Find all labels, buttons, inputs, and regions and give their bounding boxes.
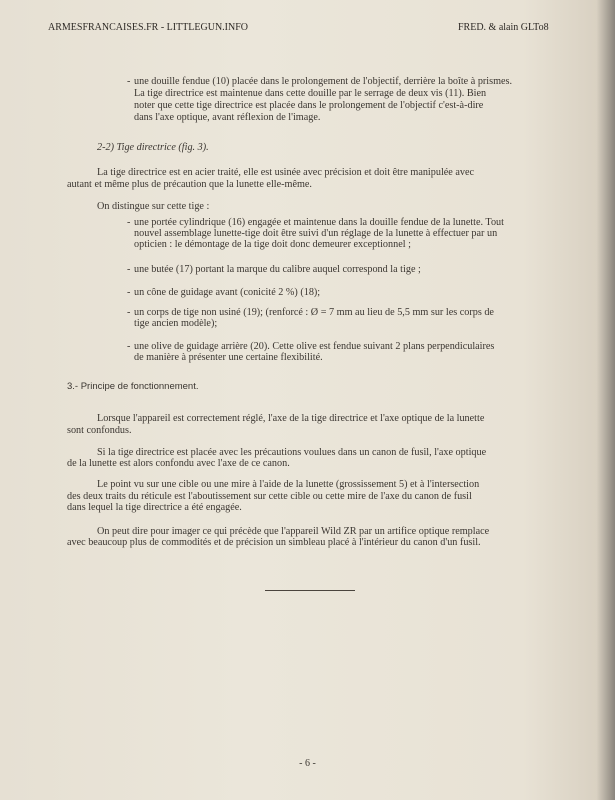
header-site: ARMESFRANCAISES.FR - LITTLEGUN.INFO [48, 22, 249, 33]
header-authors: FRED. & alain GLTo8 [458, 22, 549, 33]
text-line: une olive de guidage arrière (20). Cette olive est fendue suivant 2 plans perpendiculaires [134, 341, 495, 352]
text-line: Lorsque l'appareil est correctement réglé, l'axe de la tige directrice et l'axe optique de la lunette [97, 413, 485, 424]
text-line: autant et même plus de précaution que la lunette elle-même. [67, 179, 312, 190]
text-line: sont confondus. [67, 425, 132, 436]
text-line: des deux traits du réticule est l'aboutissement sur cette cible ou cette mire de l'axe du canon de fusil [67, 491, 472, 502]
text-line: opticien : le démontage de la tige doit donc demeurer exceptionnel ; [134, 239, 411, 250]
text-line: une douille fendue (10) placée dans le prolongement de l'objectif, derrière la boîte à prismes. [134, 76, 513, 87]
text-line: dans l'axe optique, avant réflexion de l'image. [134, 112, 321, 123]
bullet-dash: - [127, 287, 131, 298]
text-line: Le point vu sur une cible ou une mire à l'aide de la lunette (grossissement 5) et à l'intersection [97, 479, 480, 490]
text-line: un corps de tige non usiné (19); (renforcé : Ø = 7 mm au lieu de 5,5 mm sur les corps de [134, 307, 494, 318]
text-line: Si la tige directrice est placée avec les précautions voulues dans un canon de fusil, l'axe optique [97, 447, 487, 458]
text-line: de la lunette est alors confondu avec l'axe de ce canon. [67, 458, 290, 469]
text-line: La tige directrice est en acier traité, elle est usinée avec précision et doit être manipulée avec [97, 167, 475, 178]
text-line: On distingue sur cette tige : [97, 201, 210, 212]
bullet-dash: - [127, 217, 131, 228]
bullet-dash: - [127, 264, 131, 275]
text-line: La tige directrice est maintenue dans cette douille par le serrage de deux vis (11). Bien [134, 88, 487, 99]
page-number: - 6 - [299, 758, 316, 769]
text-line: de manière à présenter une certaine flexibilité. [134, 352, 323, 363]
text-line: une portée cylindrique (16) engagée et maintenue dans la douille fendue de la lunette. Tout [134, 217, 504, 228]
bullet-dash: - [127, 76, 131, 87]
divider-rule [265, 590, 355, 591]
text-line: nouvel assemblage lunette-tige doit être suivi d'un réglage de la lunette à effectuer par un [134, 228, 498, 239]
text-line: tige ancien modèle); [134, 318, 218, 329]
bullet-dash: - [127, 341, 131, 352]
bullet-dash: - [127, 307, 131, 318]
text-line: avec beaucoup plus de commodités et de précision un simbleau placé à l'intérieur du canon d'un fusil. [67, 537, 481, 548]
text-line: dans lequel la tige directrice a été engagée. [67, 502, 242, 513]
text-line: un cône de guidage avant (conicité 2 %) (18); [134, 287, 321, 298]
text-line: On peut dire pour imager ce qui précède que l'appareil Wild ZR par un artifice optique remplace [97, 526, 490, 537]
section-heading: 3.- Principe de fonctionnement. [67, 381, 199, 392]
text-line: une butée (17) portant la marque du calibre auquel correspond la tige ; [134, 264, 421, 275]
text-line: noter que cette tige directrice est placée dans le prolongement de l'objectif c'est-à-dire [134, 100, 484, 111]
section-heading: 2-2) Tige directrice (fig. 3). [97, 142, 209, 153]
